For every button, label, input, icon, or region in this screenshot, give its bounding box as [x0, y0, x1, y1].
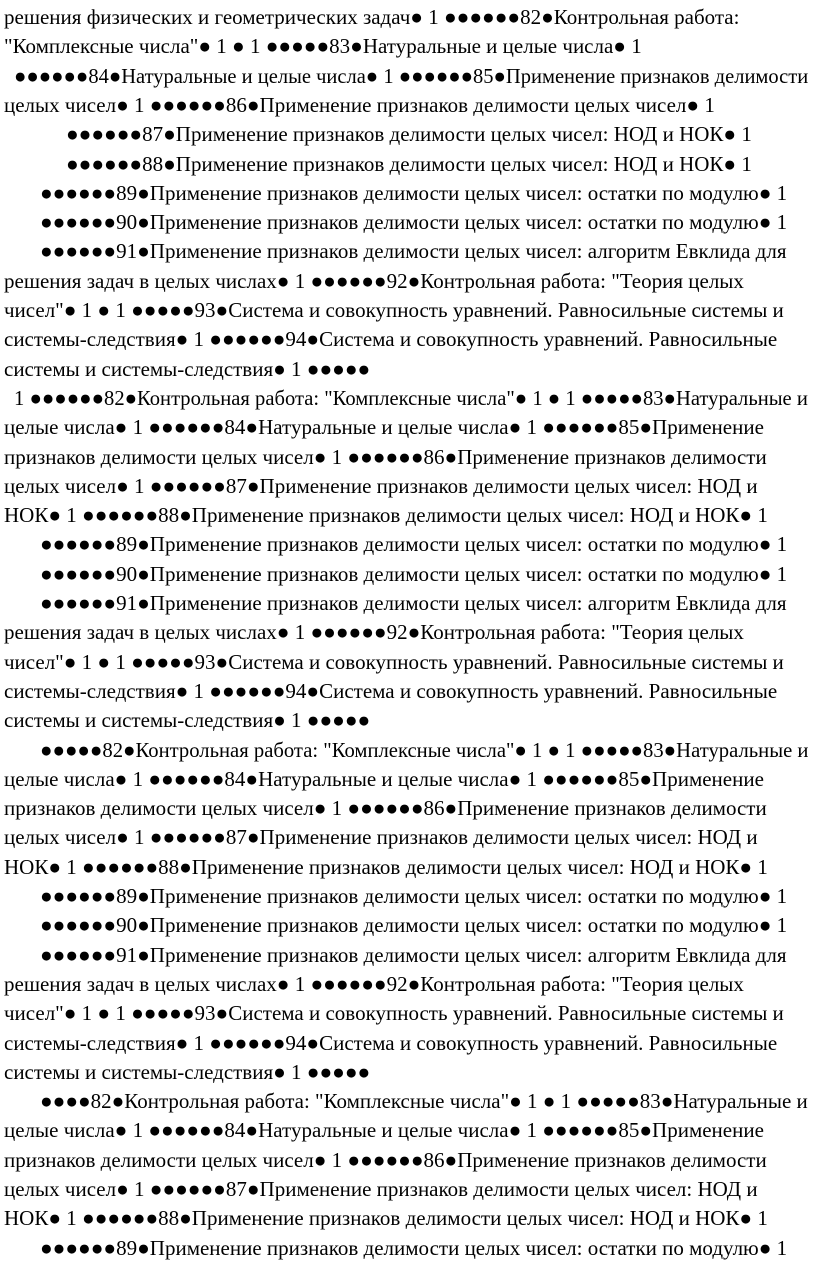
text-line: чисел"● 1 ● 1 ●●●●●93●Система и совокупность уравнений. Равносильные системы и: [4, 1001, 784, 1026]
text-line: целые числа● 1 ●●●●●●84●Натуральные и целые числа● 1 ●●●●●●85●Применение: [4, 1118, 764, 1143]
text-line: ●●●●82●Контрольная работа: "Комплексные числа"● 1 ● 1 ●●●●●83●Натуральные и: [40, 1089, 808, 1114]
text-line: признаков делимости целых чисел● 1 ●●●●●●86●Применение признаков делимости: [4, 796, 767, 821]
text-line: "Комплексные числа"● 1 ● 1 ●●●●●83●Натуральные и целые числа● 1: [4, 34, 642, 59]
text-line: 1 ●●●●●●82●Контрольная работа: "Комплексные числа"● 1 ● 1 ●●●●●83●Натуральные и: [14, 385, 808, 410]
text-line: чисел"● 1 ● 1 ●●●●●93●Система и совокупность уравнений. Равносильные системы и: [4, 649, 784, 674]
text-line: НОК● 1 ●●●●●●88●Применение признаков делимости целых чисел: НОД и НОК● 1: [4, 1206, 768, 1231]
text-line: целые числа● 1 ●●●●●●84●Натуральные и целые числа● 1 ●●●●●●85●Применение: [4, 415, 764, 440]
text-line: ●●●●●●89●Применение признаков делимости целых чисел: остатки по модулю● 1: [40, 532, 788, 557]
text-line: ●●●●●●91●Применение признаков делимости целых чисел: алгоритм Евклида для: [40, 239, 787, 264]
text-line: системы и системы-следствия● 1 ●●●●●: [4, 708, 371, 733]
text-line: целых чисел● 1 ●●●●●●87●Применение признаков делимости целых чисел: НОД и: [4, 825, 758, 850]
text-line: целых чисел● 1 ●●●●●●86●Применение признаков делимости целых чисел● 1: [4, 92, 715, 117]
text-line: ●●●●●●90●Применение признаков делимости целых чисел: остатки по модулю● 1: [40, 210, 788, 235]
text-line: признаков делимости целых чисел● 1 ●●●●●●86●Применение признаков делимости: [4, 444, 767, 469]
text-line: решения задач в целых числах● 1 ●●●●●●92●Контрольная работа: "Теория целых: [4, 620, 744, 645]
text-line: целых чисел● 1 ●●●●●●87●Применение признаков делимости целых чисел: НОД и: [4, 473, 758, 498]
text-line: ●●●●●●88●Применение признаков делимости целых чисел: НОД и НОК● 1: [66, 151, 752, 176]
text-line: ●●●●●●87●Применение признаков делимости целых чисел: НОД и НОК● 1: [66, 122, 752, 147]
text-line: целых чисел● 1 ●●●●●●87●Применение признаков делимости целых чисел: НОД и: [4, 1177, 758, 1201]
text-line: решения задач в целых числах● 1 ●●●●●●92●Контрольная работа: "Теория целых: [4, 971, 744, 996]
text-line: ●●●●●●89●Применение признаков делимости целых чисел: остатки по модулю● 1: [40, 180, 788, 205]
text-line: признаков делимости целых чисел● 1 ●●●●●●86●Применение признаков делимости: [4, 1147, 767, 1172]
text-line: системы и системы-следствия● 1 ●●●●●: [4, 1059, 371, 1084]
text-line: системы-следствия● 1 ●●●●●●94●Система и совокупность уравнений. Равносильные: [4, 327, 778, 352]
text-line: ●●●●●●89●Применение признаков делимости целых чисел: остатки по модулю● 1: [40, 1235, 788, 1260]
text-line: целые числа● 1 ●●●●●●84●Натуральные и целые числа● 1 ●●●●●●85●Применение: [4, 766, 764, 791]
text-line: ●●●●●●91●Применение признаков делимости целых чисел: алгоритм Евклида для: [40, 942, 787, 967]
text-line: ●●●●●●90●Применение признаков делимости целых чисел: остатки по модулю● 1: [40, 913, 788, 938]
text-line: НОК● 1 ●●●●●●88●Применение признаков делимости целых чисел: НОД и НОК● 1: [4, 854, 768, 879]
text-line: решения физических и геометрических задач● 1 ●●●●●●82●Контрольная работа:: [4, 5, 740, 29]
text-line: системы-следствия● 1 ●●●●●●94●Система и совокупность уравнений. Равносильные: [4, 678, 778, 703]
text-line: НОК● 1 ●●●●●●88●Применение признаков делимости целых чисел: НОД и НОК● 1: [4, 503, 768, 528]
text-line: чисел"● 1 ● 1 ●●●●●93●Система и совокупность уравнений. Равносильные системы и: [4, 298, 784, 322]
text-line: ●●●●●●89●Применение признаков делимости целых чисел: остатки по модулю● 1: [40, 884, 788, 908]
text-line: системы-следствия● 1 ●●●●●●94●Система и совокупность уравнений. Равносильные: [4, 1030, 778, 1055]
text-line: ●●●●●●84●Натуральные и целые числа● 1 ●●●●●●85●Применение признаков делимости: [14, 63, 809, 88]
text-line: решения задач в целых числах● 1 ●●●●●●92●Контрольная работа: "Теория целых: [4, 268, 744, 293]
text-line: ●●●●●82●Контрольная работа: "Комплексные числа"● 1 ● 1 ●●●●●83●Натуральные и: [40, 737, 809, 762]
text-line: ●●●●●●90●Применение признаков делимости целых чисел: остатки по модулю● 1: [40, 561, 788, 586]
text-line: ●●●●●●91●Применение признаков делимости целых чисел: алгоритм Евклида для: [40, 591, 787, 615]
text-line: системы и системы-следствия● 1 ●●●●●: [4, 356, 371, 381]
